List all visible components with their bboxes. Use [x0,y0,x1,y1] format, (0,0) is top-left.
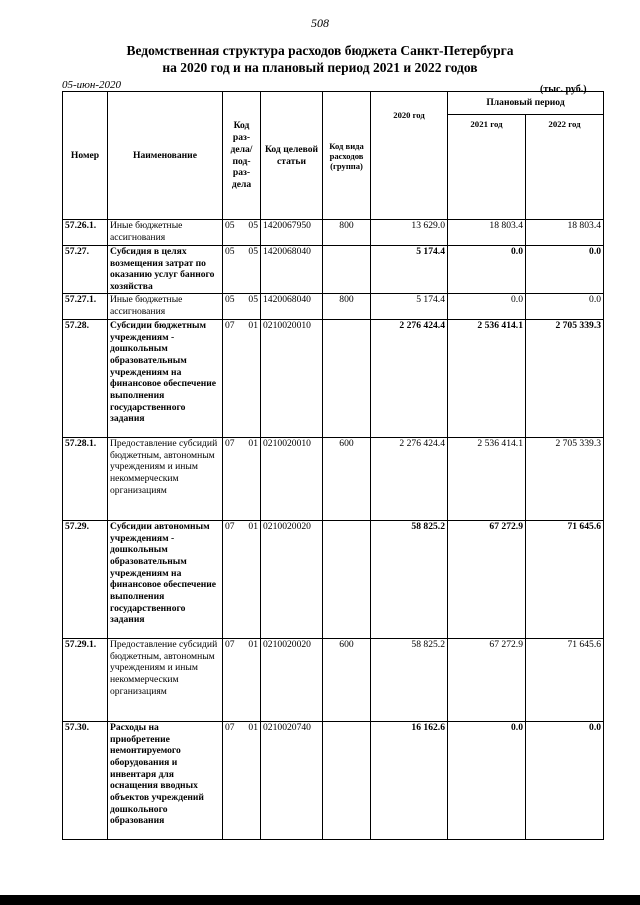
row-value-2020: 2 276 424.4 [371,319,448,437]
row-value-2020: 13 629.0 [371,220,448,246]
table-row [63,319,604,437]
row-name: Предоставление субсидий бюджетным, автономным учреждениям и иным некоммерческим организациям [108,437,223,520]
table-row [63,246,604,294]
table-row [63,437,604,520]
razdel-code: 07 [225,638,235,650]
table-row [63,293,604,319]
table-header-row [63,92,604,115]
budget-table [62,91,604,840]
razdel-code: 05 [225,246,235,257]
row-target-code: 0210020010 [261,437,323,520]
row-name: Субсидия в целях возмещения затрат по оказанию услуг банного хозяйства [108,246,223,294]
row-value-2021: 0.0 [448,721,526,839]
row-razdel [223,721,261,839]
row-target-code: 0210020020 [261,520,323,638]
row-value-2020: 5 174.4 [371,246,448,294]
row-value-2020: 58 825.2 [371,638,448,721]
row-target-code: 0210020010 [261,319,323,437]
table-body [63,220,604,840]
header-2020: 2020 год [371,92,448,220]
header-name: Наименование [108,92,223,220]
row-number: 57.28.1. [63,437,108,520]
podrazdel-code: 05 [248,246,258,257]
row-value-2020: 5 174.4 [371,293,448,319]
header-vid: Код вида расходов (группа) [323,92,371,220]
header-2022: 2022 год [526,115,604,220]
row-target-code: 1420067950 [261,220,323,246]
table-row [63,721,604,839]
row-number: 57.27.1. [63,293,108,319]
razdel-code: 07 [225,319,235,331]
header-target: Код целевой статьи [261,92,323,220]
podrazdel-code: 05 [248,220,258,231]
row-name: Субсидии бюджетным учреждениям - дошкольным образовательным учреждениям на финансовое обеспечение выполнения государственного задания [108,319,223,437]
row-razdel [223,220,261,246]
row-razdel [223,437,261,520]
row-value-2022: 2 705 339.3 [526,319,604,437]
row-number: 57.27. [63,246,108,294]
row-value-2021: 67 272.9 [448,520,526,638]
row-value-2022: 71 645.6 [526,520,604,638]
row-number: 57.26.1. [63,220,108,246]
header-number: Номер [63,92,108,220]
row-target-code: 1420068040 [261,293,323,319]
row-name: Иные бюджетные ассигнования [108,293,223,319]
row-vid-code [323,721,371,839]
row-value-2022: 18 803.4 [526,220,604,246]
row-vid-code: 600 [323,437,371,520]
row-number: 57.29.1. [63,638,108,721]
row-value-2020: 16 162.6 [371,721,448,839]
podrazdel-code: 01 [248,520,258,532]
row-target-code: 1420068040 [261,246,323,294]
row-target-code: 0210020740 [261,721,323,839]
table-row [63,638,604,721]
header-razdel: Код раз-дела/ под-раз-дела [223,92,261,220]
page-number: 508 [311,16,329,30]
row-vid-code: 800 [323,293,371,319]
row-number: 57.28. [63,319,108,437]
row-vid-code [323,520,371,638]
row-name: Расходы на приобретение немонтируемого оборудования и инвентаря для оснащения вводных объектов учреждений дошкольного образования [108,721,223,839]
document-title [0,42,640,76]
row-value-2022: 71 645.6 [526,638,604,721]
row-name: Субсидии автономным учреждениям - дошкольным образовательным учреждениям на финансовое обеспечение выполнения государственного задания [108,520,223,638]
row-value-2021: 2 536 414.1 [448,319,526,437]
row-razdel [223,638,261,721]
row-razdel [223,293,261,319]
row-name: Иные бюджетные ассигнования [108,220,223,246]
podrazdel-code: 01 [248,437,258,449]
table-row [63,220,604,246]
row-vid-code [323,319,371,437]
razdel-code: 07 [225,437,235,449]
razdel-code: 07 [225,721,235,733]
table-row [63,520,604,638]
razdel-code: 05 [225,293,235,305]
row-value-2022: 0.0 [526,293,604,319]
row-value-2022: 0.0 [526,721,604,839]
row-razdel [223,319,261,437]
row-value-2022: 0.0 [526,246,604,294]
row-value-2020: 2 276 424.4 [371,437,448,520]
podrazdel-code: 01 [248,721,258,733]
row-value-2021: 67 272.9 [448,638,526,721]
row-value-2021: 18 803.4 [448,220,526,246]
row-vid-code: 800 [323,220,371,246]
header-planned: Плановый период [448,92,604,115]
row-razdel [223,246,261,294]
row-number: 57.30. [63,721,108,839]
title-line-1: Ведомственная структура расходов бюджета Санкт-Петербурга [126,43,514,58]
row-name: Предоставление субсидий бюджетным, автономным учреждениям и иным некоммерческим организациям [108,638,223,721]
header-2021: 2021 год [448,115,526,220]
podrazdel-code: 05 [248,293,258,305]
row-target-code: 0210020020 [261,638,323,721]
row-value-2021: 0.0 [448,293,526,319]
row-vid-code: 600 [323,638,371,721]
podrazdel-code: 01 [248,638,258,650]
razdel-code: 05 [225,220,235,231]
title-line-2: на 2020 год и на плановый период 2021 и 2022 годов [162,60,478,75]
row-value-2022: 2 705 339.3 [526,437,604,520]
podrazdel-code: 01 [248,319,258,331]
units-label: (тыс. руб.) [540,84,587,95]
razdel-code: 07 [225,520,235,532]
row-value-2020: 58 825.2 [371,520,448,638]
document-date: 05-июн-2020 [62,79,122,91]
row-number: 57.29. [63,520,108,638]
row-value-2021: 2 536 414.1 [448,437,526,520]
row-razdel [223,520,261,638]
bottom-border [0,895,640,905]
row-value-2021: 0.0 [448,246,526,294]
row-vid-code [323,246,371,294]
